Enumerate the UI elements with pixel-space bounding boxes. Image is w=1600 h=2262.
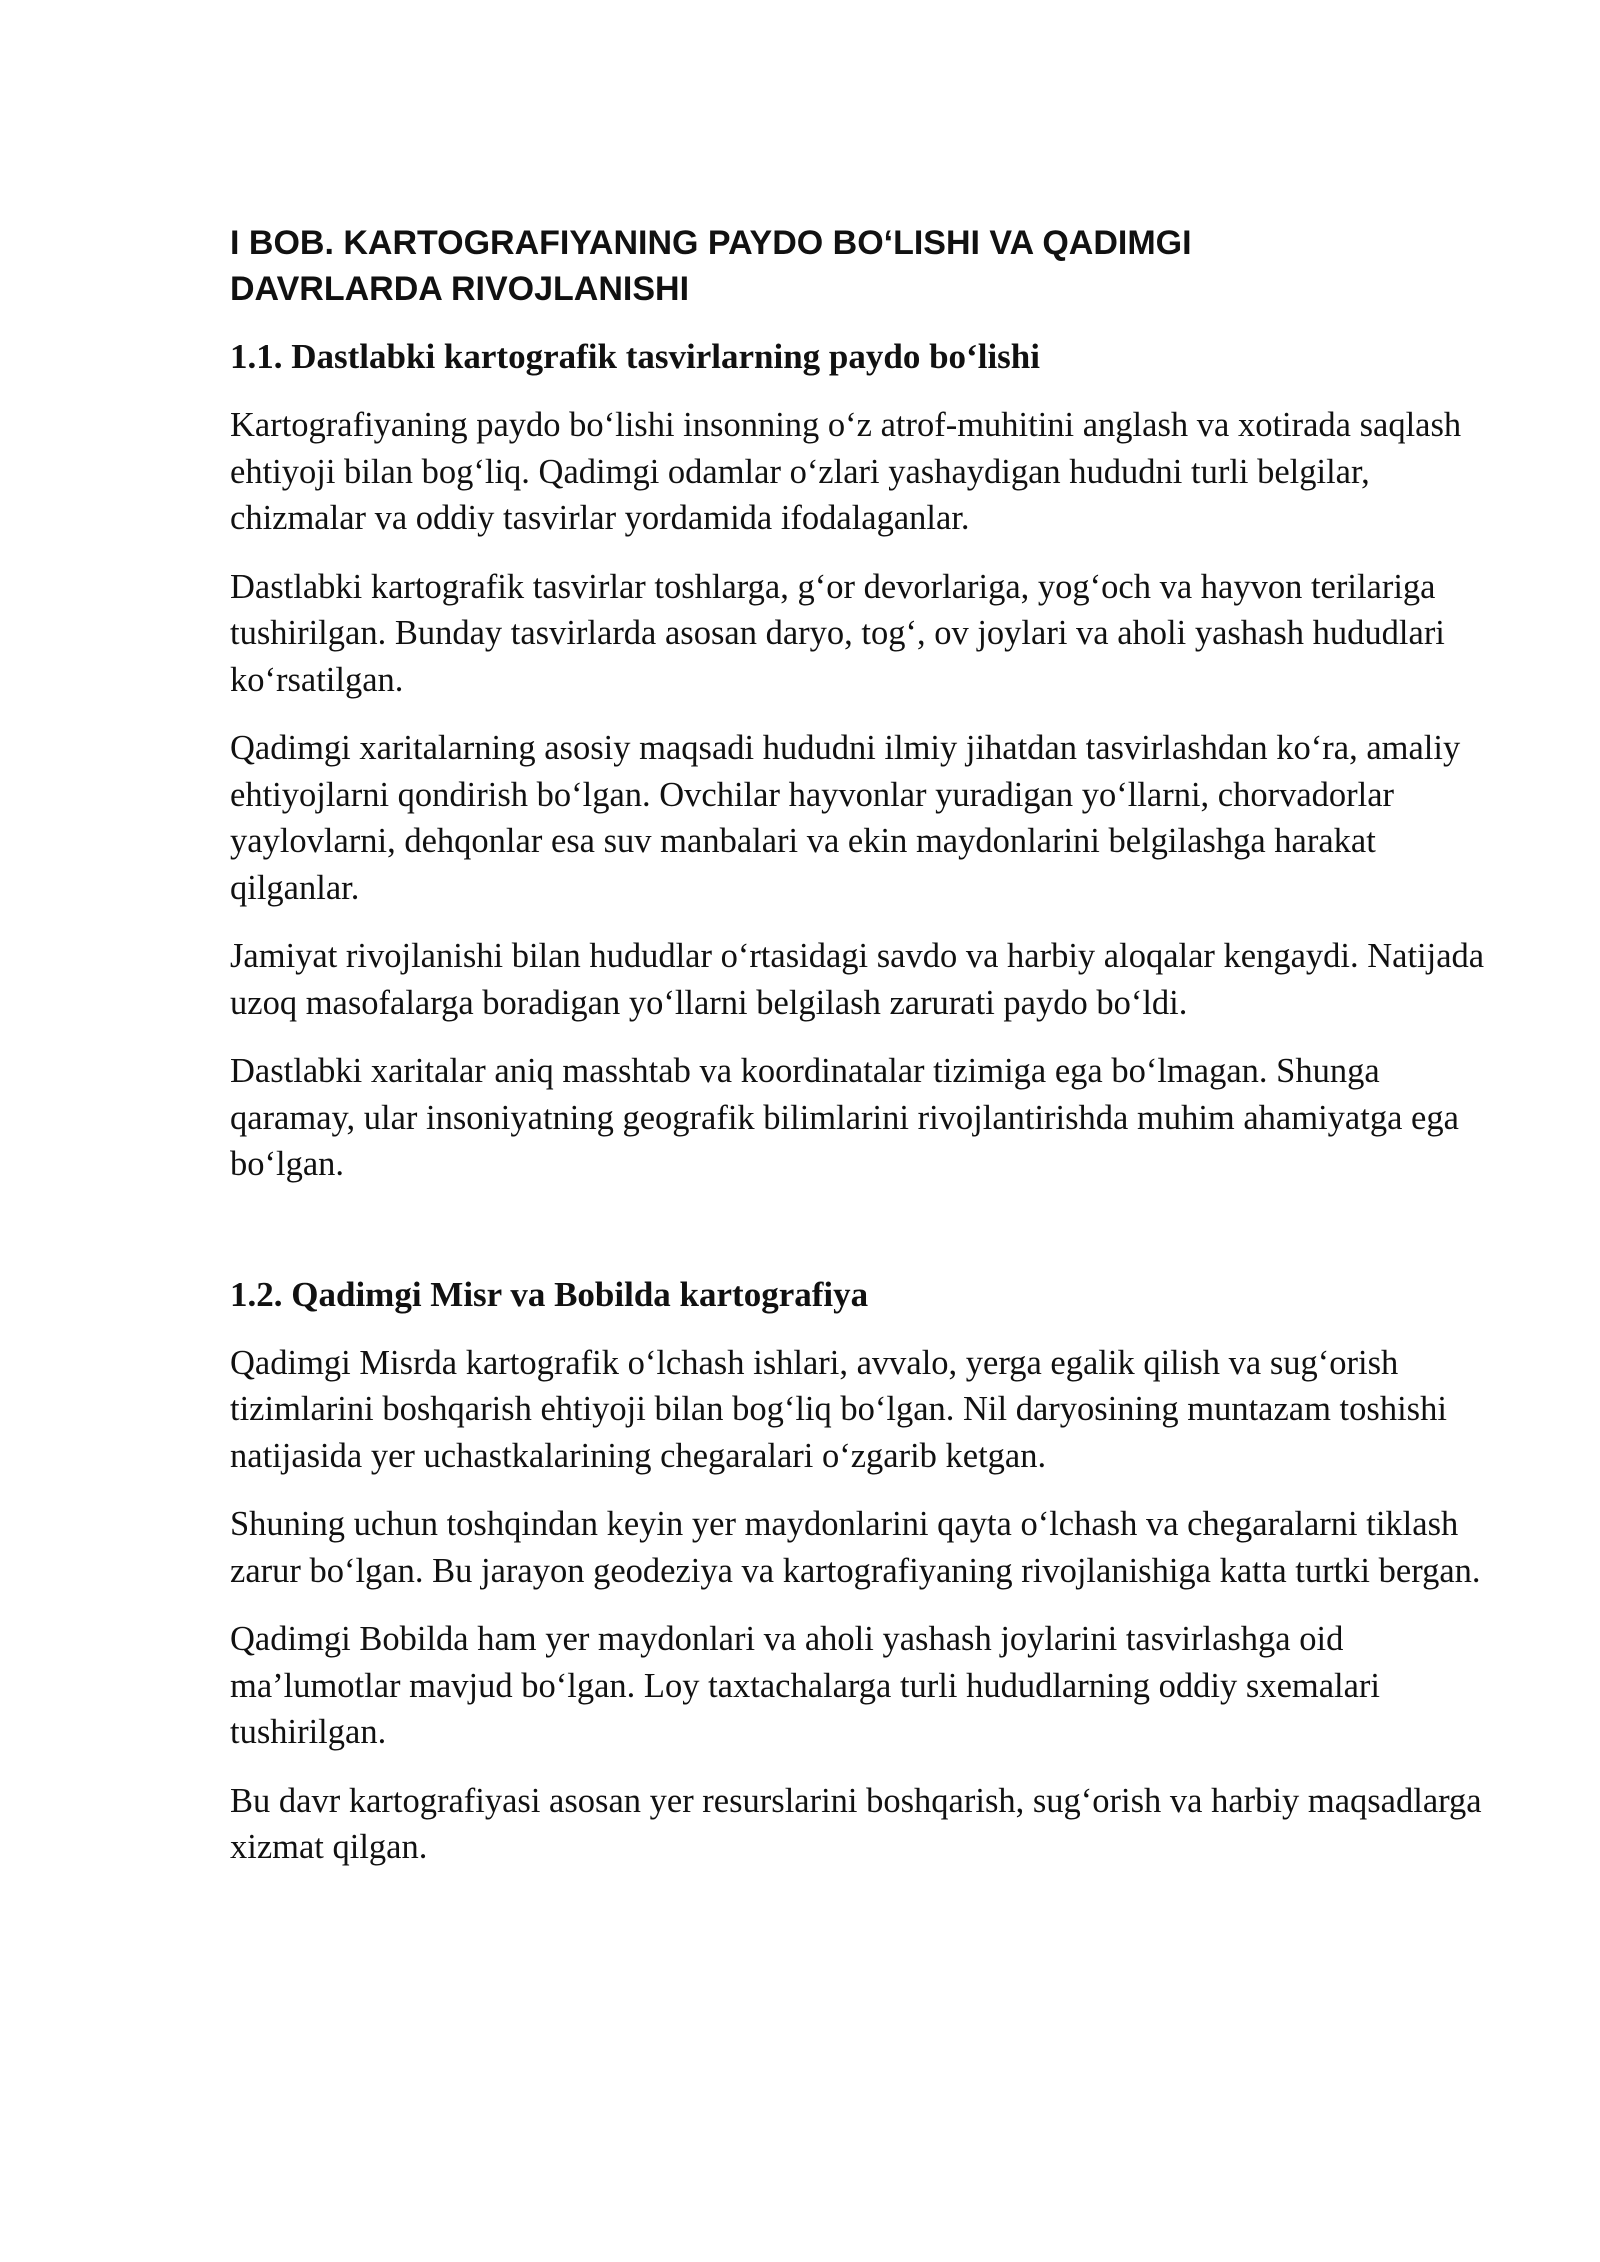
paragraph: Qadimgi xaritalarning asosiy maqsadi hududni ilmiy jihatdan tasvirlashdan ko‘ra, amaliy ehtiyojlarni qondirish bo‘lgan. Ovchilar hayvonlar yuradigan yo‘llarni, chorvadorlar yaylovlarni, dehqonlar esa suv manbalari va ekin maydonlarini belgilashga harakat qilganlar.: [230, 729, 1461, 907]
paragraph: Shuning uchun toshqindan keyin yer maydonlarini qayta o‘lchash va chegaralarni tiklash zarur bo‘lgan. Bu jarayon geodeziya va kartografiyaning rivojlanishiga katta turtki bergan.: [230, 1505, 1481, 1590]
paragraph: Qadimgi Misrda kartografik o‘lchash ishlari, avvalo, yerga egalik qilish va sug‘orish tizimlarini boshqarish ehtiyoji bilan bog‘liq bo‘lgan. Nil daryosining muntazam toshishi natijasida yer uchastkalarining chegaralari o‘zgarib ketgan.: [230, 1343, 1447, 1475]
chapter-title: [230, 220, 1430, 312]
paragraph: Kartografiyaning paydo bo‘lishi insonning o‘z atrof-muhitini anglash va xotirada saqlash ehtiyoji bilan bog‘liq. Qadimgi odamlar o‘zlari yashaydigan hududni turli belgilar, chizmalar va oddiy tasvirlar yordamida ifodalaganlar.: [230, 406, 1462, 537]
paragraph: Bu davr kartografiyasi asosan yer resurslarini boshqarish, sug‘orish va harbiy maqsadlarga xizmat qilgan.: [230, 1781, 1482, 1866]
paragraph: Dastlabki kartografik tasvirlar toshlarga, g‘or devorlariga, yog‘och va hayvon terilariga tushirilgan. Bunday tasvirlarda asosan daryo, tog‘, ov joylari va aholi yashash hududlari ko‘rsatilgan.: [230, 567, 1445, 699]
section-heading-1-2: 1.2. Qadimgi Misr va Bobilda kartografiya: [230, 1274, 869, 1314]
chapter-title-line-1: I BOB. KARTOGRAFIYANING PAYDO BO‘LISHI VA QADIMGI: [230, 224, 1192, 262]
section-heading-1-1: 1.1. Dastlabki kartografik tasvirlarning paydo bo‘lishi: [230, 337, 1040, 376]
paragraph: Dastlabki xaritalar aniq masshtab va koordinatalar tizimiga ega bo‘lmagan. Shunga qaramay, ular insoniyatning geografik bilimlarini rivojlantirishda muhim ahamiyatga ega bo‘lgan.: [230, 1052, 1459, 1183]
paragraph: Jamiyat rivojlanishi bilan hududlar o‘rtasidagi savdo va harbiy aloqalar kengaydi. Natijada uzoq masofalarga boradigan yo‘llarni belgilash zarurati paydo bo‘ldi.: [230, 937, 1485, 1022]
paragraph: Qadimgi Bobilda ham yer maydonlari va aholi yashash joylarini tasvirlashga oid ma’lumotlar mavjud bo‘lgan. Loy taxtachalarga turli hududlarning oddiy sxemalari tushirilgan.: [230, 1620, 1381, 1751]
chapter-title-line-2: DAVRLARDA RIVOJLANISHI: [230, 270, 690, 308]
